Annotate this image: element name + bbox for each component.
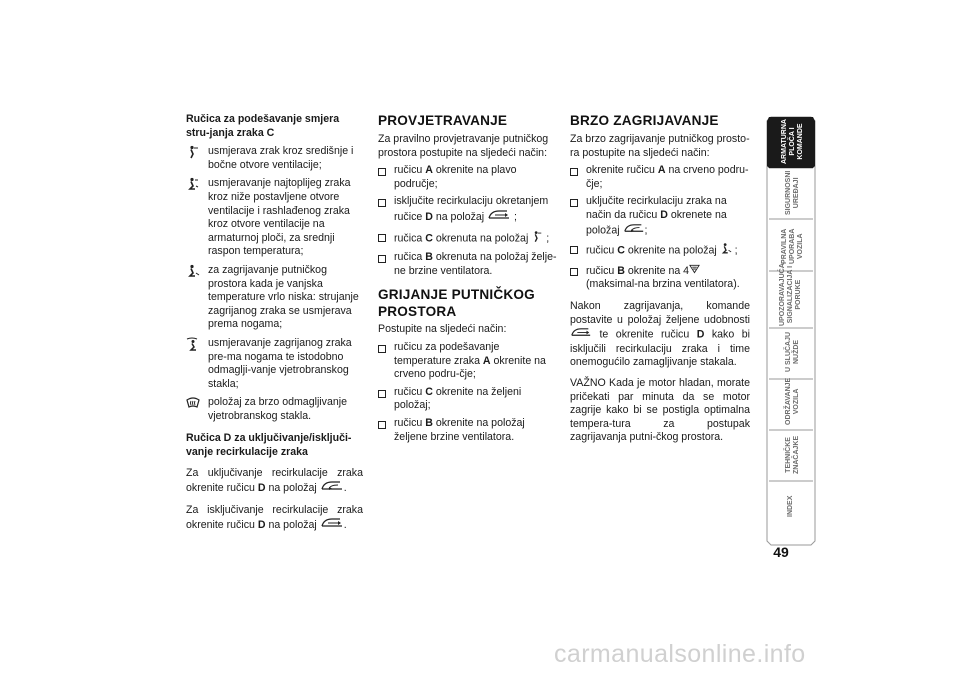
rapid-heating-step: uključite recirkulaciju zraka na način da ručicu D okrenete na položaj ; (570, 195, 750, 238)
heating-step: ručicu C okrenite na željeni položaj; (378, 386, 558, 413)
face-feet-vent-text: usmjeravanje najtoplijeg zraka kroz niže postavljene otvore ventilacije i rashlađenog zraka kroz otvore ventilacije na armaturnoj ploči, za srednji raspon temperatura; (208, 177, 351, 258)
column-right (570, 112, 750, 445)
bullet-square-icon (378, 421, 386, 429)
rapid-heating-step: ručicu B okrenite na 4(maksimal-na brzina ventilatora). (570, 264, 750, 292)
tab-dashboard-and-controls[interactable]: ARMATURNA PLOČA I KOMANDE (781, 119, 804, 164)
watermark: carmanualsonline.info (554, 640, 806, 668)
page-number: 49 (773, 544, 789, 560)
bullet-square-icon (378, 390, 386, 398)
after-heating-text: Nakon zagrijavanja, komande postavite u položaj željene udobnosti te okrenite ručicu D kako bi isključili recirkulaciju zraka i time onemogućilo zamagljivanje stakala. (570, 300, 750, 369)
feet-vent-icon (720, 242, 732, 260)
feet-windscreen-vent-text: usmjeravanje zagrijanog zraka pre-ma nogama te istodobno odmaglji-vanje vjetrobranskog stakla; (208, 336, 352, 390)
chapter-tabs (765, 115, 817, 547)
heading-heating: GRIJANJE PUTNIČKOG PROSTORA (378, 287, 535, 320)
heading-handle-d: Ručica D za uključivanje/isključi-vanje recirkulacije zraka (186, 432, 352, 459)
tab-in-an-emergency[interactable]: U SLUČAJU NUŽDE (785, 331, 800, 372)
heading-ventilation: PROVJETRAVANJE (378, 113, 508, 128)
face-feet-vent-icon (186, 177, 204, 191)
recirculation-off-icon (320, 517, 344, 534)
face-vent-icon (186, 145, 204, 159)
air-direction-item (186, 145, 363, 172)
important-note: VAŽNO Kada je motor hladan, morate pričekati par minuta da se motor zagrije kako bi se postigla optimalna tempera-tura za postupak zagrijavanja putni-čkog prostora. (570, 377, 750, 444)
tab-technical-specifications[interactable]: TEHNIČKE ZNAČAJKE (785, 435, 800, 474)
ventilation-step: ručica B okrenuta na položaj želje-ne brzine ventilatora. (378, 251, 558, 278)
recirculation-on-icon (320, 480, 344, 497)
fan-icon (689, 264, 700, 279)
column-left (186, 113, 363, 534)
bullet-square-icon (378, 168, 386, 176)
air-direction-item (186, 177, 363, 259)
tab-index[interactable]: INDEX (787, 495, 794, 517)
face-vent-text: usmjerava zrak kroz središnje i bočne otvore ventilacije; (208, 145, 354, 171)
bullet-square-icon (378, 255, 386, 263)
bullet-square-icon (570, 246, 578, 254)
ventilation-intro: Za pravilno provjetravanje putničkog prostora postupite na sljedeći način: (378, 133, 549, 159)
air-direction-item (186, 396, 363, 423)
bullet-square-icon (570, 199, 578, 207)
recirculation-off-text: Za isključivanje recirkulacije zraka okrenite ručicu D na položaj . (186, 504, 363, 534)
air-direction-item (186, 264, 363, 332)
bullet-square-icon (378, 234, 386, 242)
recirculation-on-icon (623, 223, 645, 239)
tab-warning-lights-and-messages[interactable]: UPOZORAVAJUĆA SIGNALIZACIJA I PORUKE (779, 263, 802, 326)
rapid-heating-step: ručicu C okrenite na položaj ; (570, 242, 750, 260)
air-direction-item (186, 337, 363, 391)
recirculation-off-icon (570, 327, 592, 343)
feet-windscreen-vent-icon (186, 337, 204, 351)
feet-vent-text: za zagrijavanje putničkog prostora kada je vanjska temperature vrlo niska: strujanje zagrijanog zraka se usmjerava prema nogama; (208, 263, 359, 331)
bullet-square-icon (378, 345, 386, 353)
rapid-heating-step: okrenite ručicu A na crveno podru-čje; (570, 164, 750, 191)
windscreen-defrost-icon (186, 396, 204, 410)
heating-step: ručicu za podešavanje temperature zraka A okrenite na crveno podru-čje; (378, 341, 558, 382)
feet-vent-icon (186, 264, 204, 278)
ventilation-step: ručicu A okrenite na plavo područje; (378, 164, 558, 191)
recirculation-off-icon (487, 209, 511, 226)
windscreen-defrost-text: položaj za brzo odmagljivanje vjetrobranskog stakla. (208, 396, 347, 422)
column-middle (378, 112, 558, 444)
bullet-square-icon (570, 268, 578, 276)
heading-handle-c: Ručica za podešavanje smjera stru-janja zraka C (186, 113, 340, 139)
heating-step: ručicu B okrenite na položaj željene brzine ventilatora. (378, 417, 558, 444)
tab-car-maintenance[interactable]: ODRŽAVANJE VOZILA (785, 377, 800, 425)
ventilation-step: ručica C okrenuta na položaj ; (378, 230, 558, 248)
recirculation-on-text: Za uključivanje recirkulacije zraka okrenite ručicu D na položaj . (186, 467, 363, 497)
face-vent-icon (531, 230, 543, 248)
bullet-square-icon (378, 199, 386, 207)
tab-correct-use[interactable]: PRAVILNA UPORABA VOZILA (781, 228, 804, 264)
heating-intro: Postupite na sljedeći način: (378, 323, 507, 336)
tab-safety-devices[interactable]: SIGURNOSNI UREĐAJI (785, 170, 800, 215)
rapid-heating-intro: Za brzo zagrijavanje putničkog prosto-ra postupite na sljedeći način: (570, 133, 750, 159)
heading-rapid-heating: BRZO ZAGRIJAVANJE (570, 113, 719, 128)
ventilation-step: isključite recirkulaciju okretanjem ručice D na položaj ; (378, 195, 558, 225)
bullet-square-icon (570, 168, 578, 176)
